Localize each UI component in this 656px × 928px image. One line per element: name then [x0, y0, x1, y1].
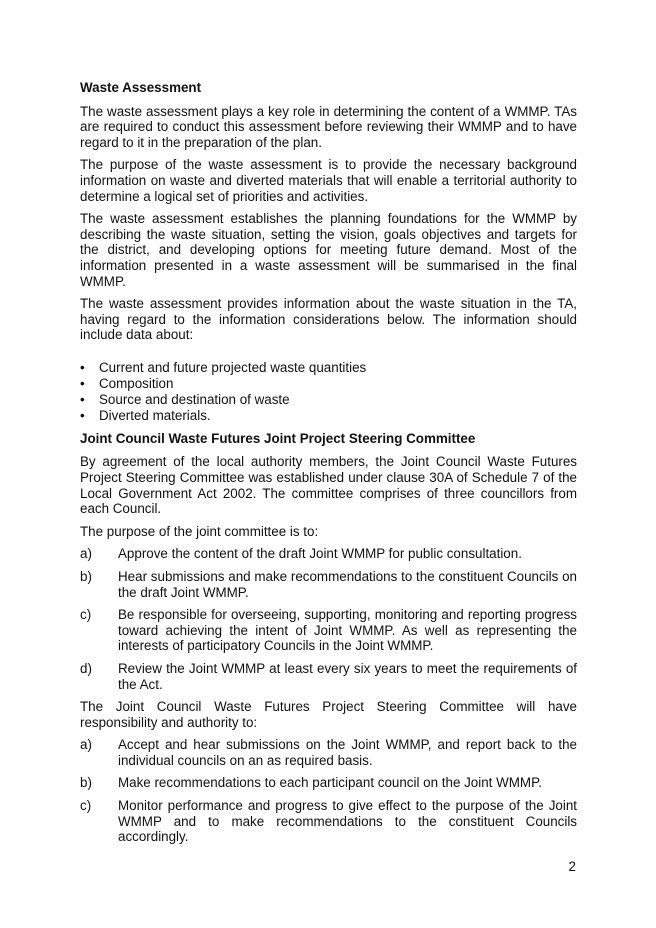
- list-marker: b): [80, 568, 92, 584]
- paragraph: The waste assessment plays a key role in determining the content of a WMMP. TAs are required to conduct this assessment before reviewing their WMMP and to have regard to it in the preparation of the plan.: [80, 103, 577, 150]
- list-item: [80, 737, 577, 768]
- list-item-text: Accept and hear submissions on the Joint WMMP, and report back to the individual councils on an as required basis.: [118, 737, 577, 768]
- list-item: [80, 569, 577, 600]
- paragraph: By agreement of the local authority members, the Joint Council Waste Futures Project Steering Committee was established under clause 30A of Schedule 7 of the Local Government Act 2002. The committee comprises of three councillors from each Council.: [80, 454, 577, 517]
- list-marker: a): [80, 546, 92, 562]
- paragraph: The purpose of the waste assessment is to provide the necessary background information on waste and diverted materials that will enable a territorial authority to determine a logical set of priorities and activities.: [80, 157, 577, 204]
- list-item: [80, 775, 577, 791]
- bullet-item: • Composition: [80, 376, 577, 392]
- list-marker: c): [80, 607, 92, 623]
- list-item-text: Hear submissions and make recommendations to the constituent Councils on the draft Joint WMMP.: [118, 568, 577, 600]
- list-item-text: Be responsible for overseeing, supporting, monitoring and reporting progress toward achieving the intent of Joint WMMP. As well as representing the interests of participatory Councils in the Joint WMMP.: [118, 607, 577, 654]
- list-item: [80, 607, 577, 654]
- list-marker: b): [80, 775, 92, 791]
- document-page: [80, 80, 577, 852]
- list-marker: a): [80, 737, 92, 753]
- responsibility-list: [80, 737, 577, 845]
- bullet-item: • Diverted materials.: [80, 408, 577, 424]
- list-item-text: Monitor performance and progress to give effect to the purpose of the Joint WMMP and to make recommendations to the constituent Councils accordingly.: [118, 798, 577, 845]
- paragraph: The waste assessment establishes the planning foundations for the WMMP by describing the waste situation, setting the vision, goals objectives and targets for the district, and developing options for meeting future demand. Most of the information presented in a waste assessment will be summarised in the final WMMP.: [80, 211, 577, 289]
- list-item-text: Review the Joint WMMP at least every six years to meet the requirements of the Act.: [118, 660, 577, 692]
- bullet-list: [80, 360, 577, 424]
- list-marker: c): [80, 798, 92, 814]
- bullet-item: • Source and destination of waste: [80, 392, 577, 408]
- list-marker: d): [80, 660, 92, 676]
- bullet-item: • Current and future projected waste quantities: [80, 360, 577, 376]
- list-item-text: Approve the content of the draft Joint WMMP for public consultation.: [118, 546, 522, 562]
- paragraph: The purpose of the joint committee is to:: [80, 523, 319, 539]
- list-item: [80, 798, 577, 845]
- list-item: [80, 661, 577, 692]
- purpose-list: [80, 546, 577, 692]
- section-heading-waste-assessment: Waste Assessment: [80, 80, 202, 95]
- section-heading-steering-committee: Joint Council Waste Futures Joint Project Steering Committee: [80, 430, 476, 446]
- list-item: [80, 546, 577, 562]
- paragraph: The waste assessment provides information about the waste situation in the TA, having regard to the information considerations below. The information should include data about:: [80, 296, 577, 343]
- paragraph: The Joint Council Waste Futures Project Steering Committee will have responsibility and authority to:: [80, 699, 577, 730]
- list-item-text: Make recommendations to each participant council on the Joint WMMP.: [118, 775, 542, 791]
- page-number: 2: [568, 859, 576, 874]
